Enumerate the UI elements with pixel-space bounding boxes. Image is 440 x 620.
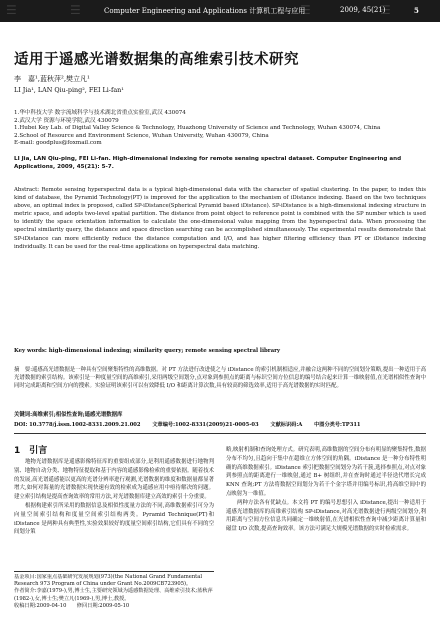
issue-number: 2009, 45(21) <box>340 6 386 14</box>
footnote-funding: 基金项目:国家重点基础研究发展规划(973)(the National Grand Fundamental Research 973 Program of China under Grant No.2009CB723905)。 <box>14 574 202 588</box>
authors-cn: 李 嘉¹,蓝秋萍²,樊立凡¹ <box>14 75 90 83</box>
citation-en: LI Jia, LAN Qiu-ping, FEI Li-fan. High-dimensional indexing for remote sensing spectral dataset. Computer Engineering and Applications, 2009, 45(21): 5-7. <box>14 156 402 170</box>
affiliation-line: 2.武汉大学 资源与环境学院,武汉 430079 <box>14 117 119 124</box>
affiliation-line: 1.华中科技大学 数字流域科学与技术湖北省重点实验室,武汉 430074 <box>14 110 186 116</box>
footnote-author-bio: 作者简介:李嘉(1979-),男,博士生,主要研究领域为遥感数据处理、高维索引技术;蓝秋萍(1982-),女,博士生;樊立凡(1969-),男,博士,教授。 <box>14 588 213 602</box>
body-paragraph: 略,映射机制和查询处理方式。研究表明,高维数据的空间分布有明显的聚集特性,数据分布不均匀,且趋向于集中在超维立方体空间的角隅。iDistance 是一种分布特性明确的高维数据索引。iDistance 索引把数据空间划分为若干簇,选择参照点,对点对象到参照点的距离进行一维映射,通过 B+ 树组织,并在查询时通过半径迭代增长完成 KNN 查询;PT 方法将数据空间划分为若干个金字塔并用编号标识,将高维空间中的点映射为一维值。 <box>226 447 426 497</box>
abstract-cn: 摘 要:遥感高光谱数据是一种具有空间聚集特性的高维数据。对 PT 方法进行改进使之与 iDistance 的索引机制相适应,并融合这两种不同的空间划分策略,提出一种适用于高光谱数据的索引结构。该索引是一种度量空间的高维索引,采用两级空间划分,点对象到参照点的距离与标识空间方位信息的编号结合起来计算一维映射值,在光谱相似性查询中同时完成距离和空间方向的搜索。实验证明该索引可以有效降低 I/O 和距离计算次数,具有较高的筛选效率,适用于高光谱数据的实时匹配。 <box>14 367 426 390</box>
journal-header-bar <box>0 0 440 22</box>
journal-name: Computer Engineering and Applications 计算机工程与应用 <box>104 7 306 15</box>
article-number: 文章编号:1002-8331(2009)21-0005-03 <box>152 422 259 428</box>
page-number: 5 <box>414 6 419 15</box>
footnote-dates: 收稿日期:2009-04-10 修回日期:2009-05-10 <box>14 602 130 609</box>
author-email: E-mail: goodplus@foxmail.com <box>14 140 102 147</box>
body-column-left <box>14 458 214 568</box>
footnotes <box>14 574 214 618</box>
affiliations <box>14 110 426 148</box>
affiliation-line: 1.Hubei Key Lab. of Digital Valley Science & Technology, Huazhong University of Science and Technology, Wuhan 430074, China <box>14 125 381 132</box>
body-column-right <box>226 446 426 600</box>
classification-number: 中图分类号:TP311 <box>314 422 361 428</box>
body-paragraph: 根据构建索引所采用的数据信息及相似性度量方法的不同,高维数据索引可分为向量空间索引结构和度量空间索引结构两类。Pyramid Technique(PT)和 iDistance 是两种具有典型性,实验效果较好的度量空间索引结构,它们具有不同的空间划分策 <box>14 502 214 536</box>
authors-en: LI Jia¹, LAN Qiu-ping², FEI Li-fan¹ <box>14 86 124 94</box>
doi: DOI: 10.3778/j.issn.1002-8331.2009.21.002 <box>14 422 141 428</box>
body-paragraph: 两种方法各有优缺点。本文将 PT 的编号思想引入 iDistance,提出一种适用于遥感光谱数据库的高维索引结构 SP-iDistance,对高光谱数据进行两级空间划分,利用距离与空间方位信息共同确定一维映射值,在光谱相似性查询中减少距离计算量和磁盘 I/O 次数,提高查询效率。该方法可满足大规模光谱数据的实时检索需求。 <box>226 499 426 533</box>
keywords-cn: 关键词:高维索引;相似性查询;遥感光谱数据库 <box>14 412 123 418</box>
document-code: 文献标识码:A <box>270 422 303 428</box>
abstract-en: Abstract: Remote sensing hyperspectral data is a typical high-dimensional data with the character of spatial clustering. In the paper, to index this kind of database, the Pyramid Technology(PT) is improved for the application to the mechanism of iDistance indexing. Based on the two techniques above, an optimal index is proposed, called SP-iDistance(Spherical Pyramid based iDistance). SP-iDistance is a high-dimensional indexing structure in metric space, and adopts two-level spatial partition. The distance from point object to reference point is combined with the SP number which is used to identify the space orientation information to calculate the one-dimensional value mapping from the hyperspectral data. When processing the spectral similarity query, the distance and space direction searching can be accomplished simultaneously. The experimental results demonstrate that SP-iDistance can more efficiently reduce the distance computation and I/O, and has higher filtering efficiency than PT or iDistance indexing individually. It can be used for the real-time applications on hyperspectral data matching. <box>14 187 426 250</box>
watermark-icon: ☰ <box>70 3 81 17</box>
watermark-icon: ☰ <box>380 3 391 17</box>
doi-line <box>14 422 426 429</box>
affiliation-line: 2.School of Resource and Environment Science, Wuhan University, Wuhan 430079, China <box>14 132 269 139</box>
section-heading: 1 引言 <box>14 446 48 456</box>
watermark-icon: ☰ <box>300 3 311 17</box>
watermark-icon: ☰ <box>6 3 17 17</box>
body-paragraph: 地物光谱数据库是遥感影像特征库的重要组成部分,是利用遥感数据进行地物判别、地物自动分类、地物特征提取和基于内容的遥感影像检索的重要依据。随着技术的发展,高光谱遥感能以更高的光谱分辨率进行观测,光谱数据的维度和数据量都显著增大,如何对海量的光谱数据实现快速有效的检索成为遥感应用中亟待解决的问题。建立索引结构是提高查询效率的常用方法,对光谱数据库建立高效的索引十分重要。 <box>14 459 214 501</box>
footnote-divider <box>14 571 214 572</box>
divider <box>14 433 426 434</box>
paper-title: 适用于遥感光谱数据集的高维索引技术研究 <box>14 52 299 68</box>
keywords-en: Key words: high-dimensional indexing; similarity query; remote sensing spectral library <box>14 348 281 354</box>
